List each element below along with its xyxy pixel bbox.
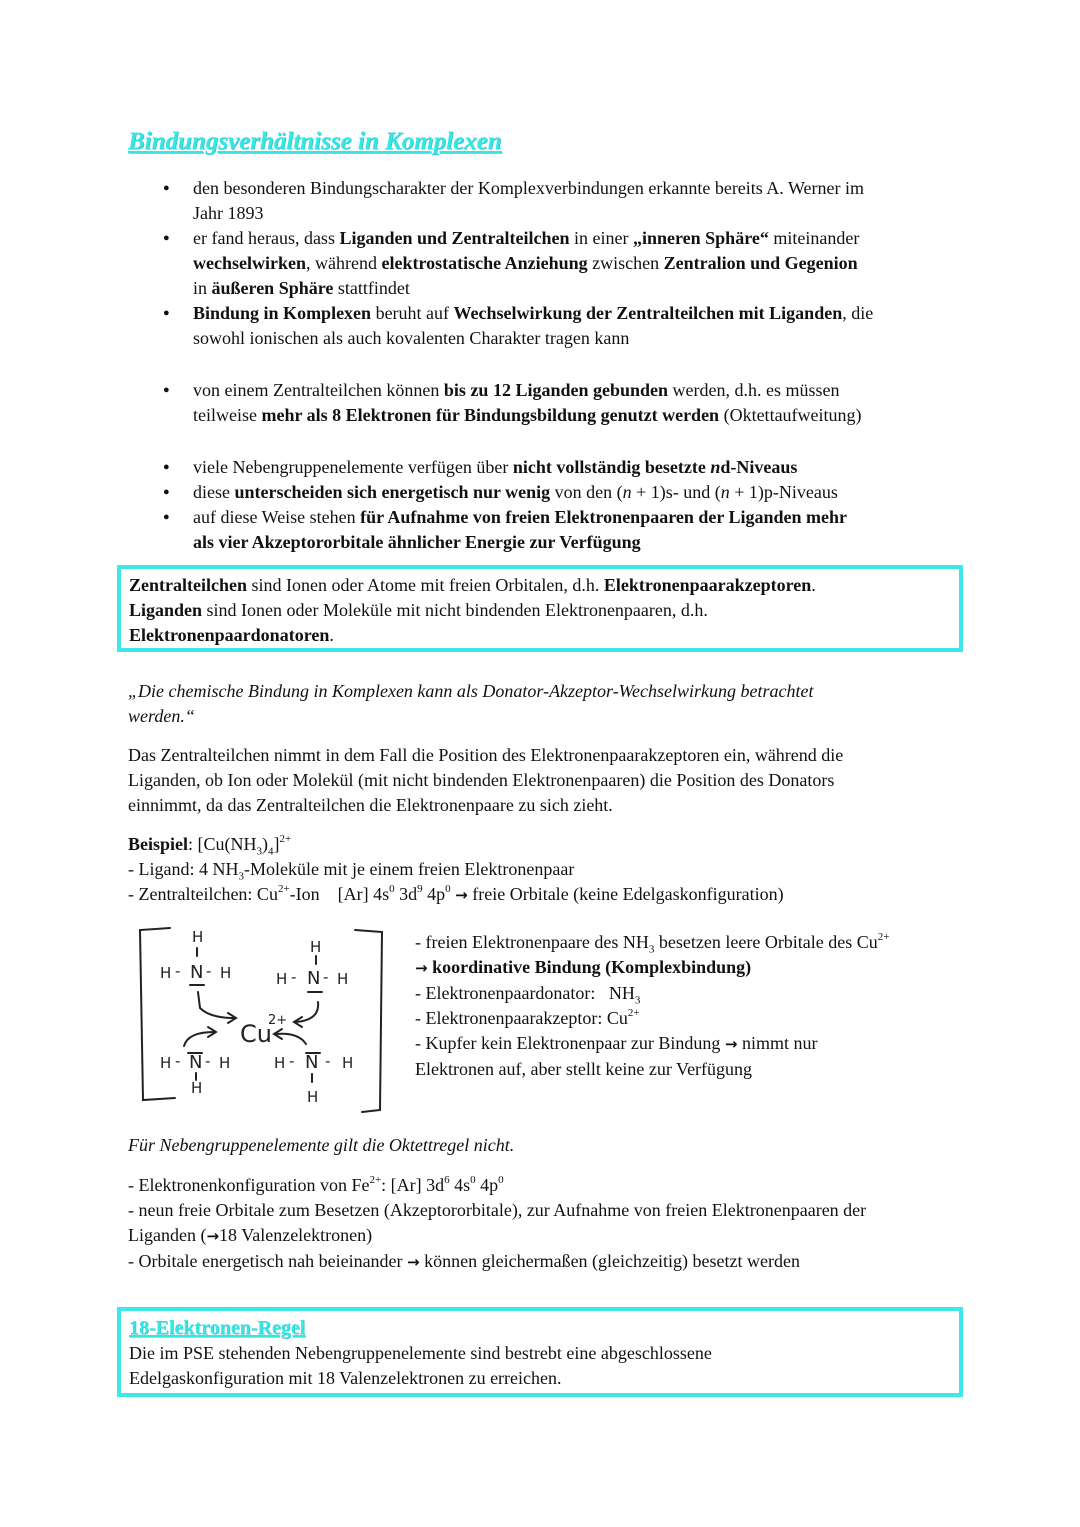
bullet-text: in einer [569,228,633,248]
paragraph-line: einnimmt, da das Zentralteilchen die Elektronenpaare zu sich zieht. [128,795,613,815]
bullet-text: miteinander [768,228,860,248]
atom-h: H [276,970,288,988]
bold-text: unterscheiden sich energetisch nur wenig [234,482,551,502]
italic-n: n [710,457,721,477]
definition-text [129,573,959,648]
bold-text: wechselwirken [193,253,306,273]
text: . [811,575,816,595]
text: : [Ar] 3d [381,1175,445,1195]
left-bracket [140,928,175,1100]
list-item [150,301,970,351]
bond-text: - [323,968,329,986]
text: sind Ionen oder Atome mit freien Orbitalen, d.h. [246,575,604,595]
text: 3d [394,884,418,904]
paragraph-line: Das Zentralteilchen nimmt in dem Fall die Position des Elektronenpaarakzeptoren ein, während die [128,745,844,765]
fe-configuration-block [128,1173,968,1275]
text: sind Ionen oder Moleküle mit nicht bindenden Elektronenpaaren, d.h. [202,600,708,620]
bullet-text: zwischen [587,253,664,273]
text: -Ion [Ar] 4s [289,884,390,904]
bold-text: Elektronenpaarakzeptoren [603,575,812,595]
italic-n: n [622,482,632,502]
bullet-text: von den ( [550,482,623,502]
bold-text: Zentralion und Gegenion [663,253,858,273]
superscript: 2+ [369,1174,382,1186]
text: - Ligand: 4 NH [128,859,239,879]
bond-text: - [289,1052,295,1070]
atom-h: H [219,1054,231,1072]
bullet-text: teilweise [193,405,262,425]
text: Edelgaskonfiguration mit 18 Valenzelektronen zu erreichen. [129,1368,562,1388]
bullet-text: (Oktettaufweitung) [719,405,862,425]
bold-text: Zentralteilchen [129,575,247,595]
subscript: 4 [268,845,274,858]
example-block [128,832,784,908]
atom-h: H [160,964,172,982]
bold-text: koordinative Bindung (Komplexbindung) [427,957,752,977]
bullet-text: , die [842,303,874,323]
superscript: 2+ [277,883,290,895]
bold-text: äußeren Sphäre [211,278,334,298]
subscript: 3 [256,845,263,858]
superscript: 0 [470,1174,476,1186]
bold-text: nicht vollständig besetzte [512,457,711,477]
bullet-text: in [193,278,212,298]
atom-h: H [310,938,322,956]
list-item [150,226,970,301]
bond-text: - [325,1052,331,1070]
text: - Zentralteilchen: Cu [128,884,278,904]
quote-line: „Die chemische Bindung in Komplexen kann als Donator-Akzeptor-Wechselwirkung betrachtet [128,681,814,701]
donation-arrow [184,1032,214,1046]
bullet-text: sowohl ionischen als auch kovalenten Charakter tragen kann [193,328,630,348]
atom-h: H [191,1079,203,1097]
quote [128,679,813,729]
formula: ) [262,834,269,854]
bold-text: als vier Akzeptororbitale ähnlicher Energie zur Verfügung [193,532,641,552]
superscript: 9 [417,883,423,895]
text: können gleichermaßen (gleichzeitig) besetzt werden [419,1251,800,1271]
text: freie Orbitale (keine Edelgaskonfiguration) [467,884,784,904]
central-atom-cu: Cu [240,1020,272,1048]
rule-text [129,1316,959,1391]
superscript: 0 [445,883,451,895]
arrow-right-icon: → [407,1253,420,1271]
atom-h: H [192,928,204,946]
text: 18 Valenzelektronen) [219,1225,373,1245]
atom-n: N [190,962,204,983]
right-bracket [355,930,382,1112]
subscript: 3 [634,994,641,1007]
atom-n: N [307,968,321,989]
bullet-text: beruht auf [371,303,454,323]
italic-n: n [720,482,730,502]
bold-text: für Aufnahme von freien Elektronenpaaren der Liganden mehr [360,507,848,527]
bond-text: - [175,1052,181,1070]
text: - Elektronenkonfiguration von Fe [128,1175,370,1195]
charge: 2+ [268,1013,288,1028]
complex-structure-diagram [130,920,395,1120]
text: - Orbitale energetisch nah beieinander [128,1251,408,1271]
list-item [150,176,970,226]
bullet-text: stattfindet [333,278,410,298]
bullet-text: werden, d.h. es müssen [668,380,840,400]
diagram-explanation [415,930,975,1082]
bold-text: d-Niveaus [720,457,798,477]
text: - Kupfer kein Elektronenpaar zur Bindung [415,1033,725,1053]
subscript: 3 [648,943,655,956]
text: - Elektronenpaarakzeptor: Cu [415,1008,628,1028]
explanation-paragraph [128,743,958,818]
text: Elektronen auf, aber stellt keine zur Verfügung [415,1059,753,1079]
bullet-list-ligands [150,378,970,428]
arrow-right-icon: → [455,886,468,904]
bold-text: Liganden und Zentralteilchen [339,228,570,248]
superscript: 0 [498,1174,504,1186]
atom-n: N [305,1052,319,1073]
quote-line: werden.“ [128,706,195,726]
bold-text: Liganden [129,600,203,620]
atom-h: H [342,1054,354,1072]
example-label: Beispiel [128,834,189,854]
atom-h: H [220,964,232,982]
list-item [150,455,970,480]
text: 4p [475,1175,499,1195]
bond-text: - [291,968,297,986]
bullet-text: auf diese Weise stehen [193,507,361,527]
text: Die im PSE stehenden Nebengruppenelemente sind bestrebt eine abgeschlossene [129,1343,712,1363]
bold-text: Wechselwirkung der Zentralteilchen mit Liganden [453,303,843,323]
arrow-right-icon: → [206,1227,220,1245]
bold-text: bis zu 12 Liganden gebunden [443,380,668,400]
list-item [150,480,970,505]
bold-text: mehr als 8 Elektronen für Bindungsbildung genutzt werden [261,405,720,425]
superscript: 0 [389,883,395,895]
text: - neun freie Orbitale zum Besetzen (Akzeptororbitale), zur Aufnahme von freien Elektronenpaaren der [128,1200,867,1220]
paragraph-line: Liganden, ob Ion oder Molekül (mit nicht bindenden Elektronenpaaren) die Position des Donators [128,770,835,790]
text: . [329,625,334,645]
bullet-list-nd-levels [150,455,970,555]
list-item [150,505,970,555]
superscript: 2+ [627,1007,640,1019]
bullet-text: Jahr 1893 [193,203,264,223]
bond-text: - [205,1052,211,1070]
bond-text: - [175,962,181,980]
bold-text: Bindung in Komplexen [193,303,372,323]
text: 4p [422,884,446,904]
page-title: Bindungsverhältnisse in Komplexen [128,128,502,155]
bold-text: Elektronenpaardonatoren [129,625,330,645]
bold-text: elektrostatische Anziehung [381,253,588,273]
text: nimmt nur [737,1033,818,1053]
bond-text: - [206,962,212,980]
formula: ] [273,834,280,854]
text: Liganden ( [128,1225,207,1245]
text: - Elektronenpaardonator: NH [415,983,635,1003]
bullet-text: diese [193,482,235,502]
text: besetzen leere Orbitale des Cu [654,932,878,952]
atom-h: H [160,1054,172,1072]
formula: : [Cu(NH [188,834,257,854]
superscript: 2+ [279,833,292,845]
superscript: 2+ [877,931,890,943]
bullet-list-werner [150,176,970,351]
bullet-text: , während [305,253,382,273]
bullet-text: von einem Zentralteilchen können [193,380,444,400]
arrow-right-icon: → [724,1035,738,1053]
atom-n: N [189,1052,203,1073]
superscript: 6 [444,1174,450,1186]
atom-h: H [274,1054,286,1072]
bullet-text: den besonderen Bindungscharakter der Komplexverbindungen erkannte bereits A. Werner im [193,178,865,198]
bullet-text: + 1)s- und ( [631,482,721,502]
definition-box [117,565,963,652]
bullet-text: viele Nebengruppenelemente verfügen über [193,457,513,477]
text: -Moleküle mit je einem freien Elektronenpaar [243,859,575,879]
atom-h: H [307,1088,319,1106]
oktett-note: Für Nebengruppenelemente gilt die Oktettregel nicht. [128,1135,515,1155]
subscript: 3 [238,870,244,883]
atom-h: H [337,970,349,988]
bold-text: „inneren Sphäre“ [632,228,769,248]
bullet-text: er fand heraus, dass [193,228,340,248]
list-item [150,378,970,428]
rule-box [117,1307,963,1397]
text: 4s [449,1175,471,1195]
arrow-right-icon: → [415,959,428,977]
rule-title: 18-Elektronen-Regel [129,1317,306,1339]
bullet-text: + 1)p-Niveaus [729,482,838,502]
text: - freien Elektronenpaare des NH [415,932,649,952]
